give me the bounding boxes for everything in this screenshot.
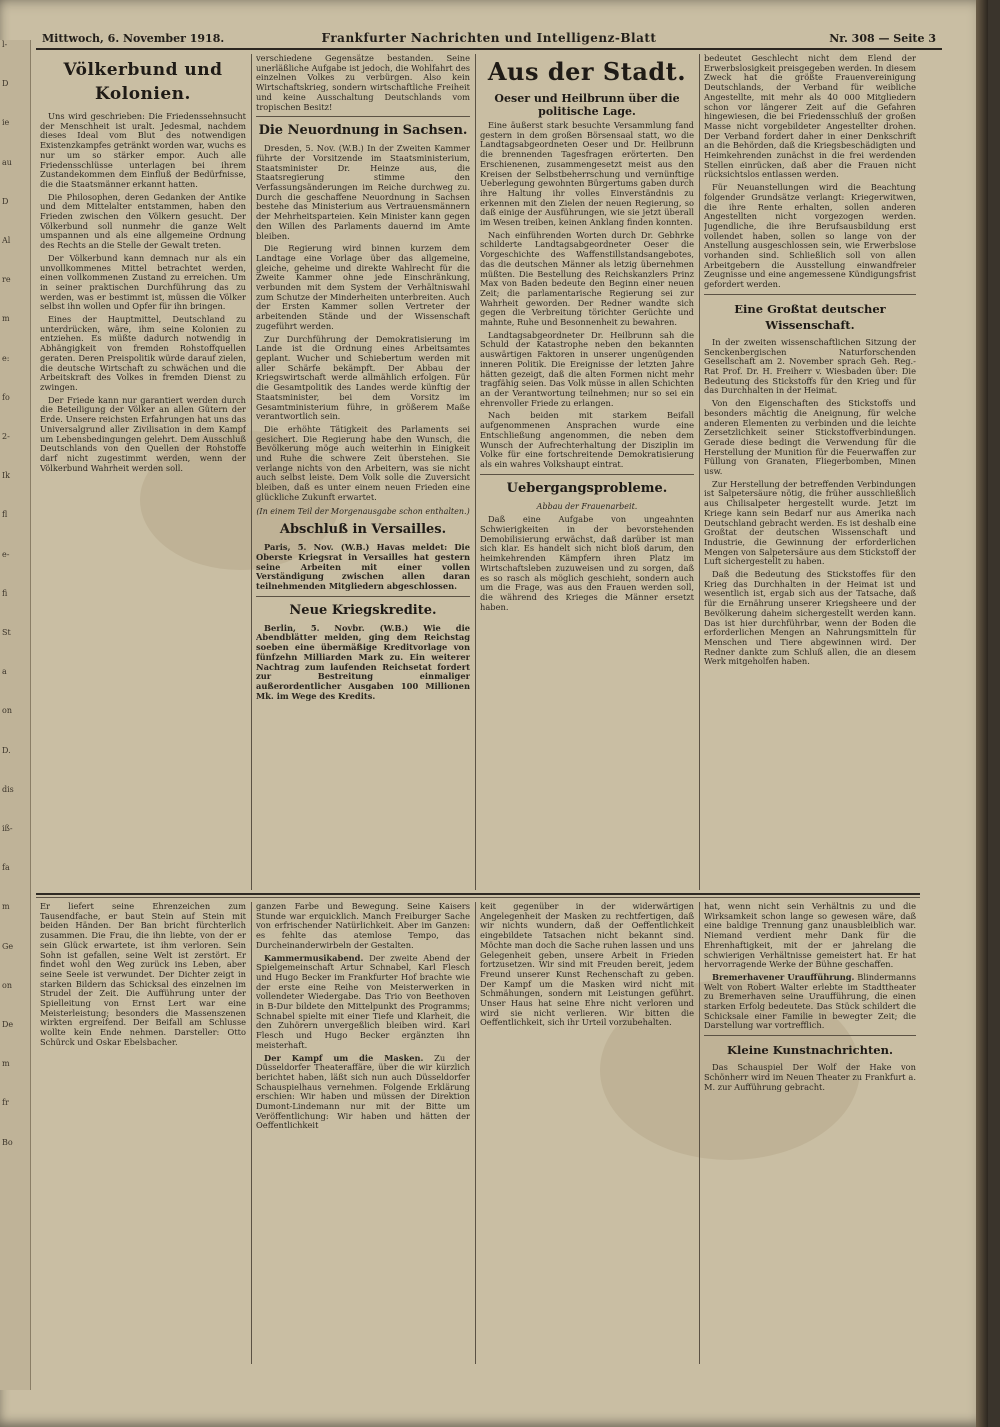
article-paragraph: Berlin, 5. Novbr. (W.B.) Wie die Abendblätter melden, ging dem Reichstag soeben eine übermäßige Kreditvorlage von fünfzehn Milliarden Mark zu. Ein weiterer Nachtrag zum laufenden Reichsetat fordert zur Bestreitung einmaliger außerordentlicher Ausgaben 100 Millionen Mk. im Wege des Kredits. — [256, 622, 470, 701]
strip-fragment: iß- — [2, 824, 13, 834]
article-title: Uebergangsprobleme. — [506, 480, 668, 496]
feuilleton-paragraph: Blindermanns Welt von Robert Walter erlebte im Stadttheater zu Bremerhaven seine Uraufführung, die einen starken Erfolg bedeutete. Das Stück schildert die Schicksale einer Familie in bewegter Zeit; die Darstellung war vortrefflich. — [704, 971, 916, 1031]
column-city — [480, 54, 694, 890]
feuilleton-heading: Der Kampf um die Masken. — [264, 1052, 424, 1063]
feuilleton-rule — [36, 897, 920, 898]
article-paragraph: Zur Durchführung der Demokratisierung im Lande ist die Ordnung eines Arbeitsamtes geplant. Wucher und Schiebertum werden mit aller Schärfe bekämpft. Der Abbau der Kriegswirtschaft werde allmählich erfolgen. Für die Gesamtpolitik des Landes werde künftig der Staatsminister, bei dem Vorsitz im Gesamtministerium führe, in größerem Maße verantwortlich sein. — [256, 333, 470, 422]
section-rule — [704, 294, 916, 295]
strip-fragment: on — [2, 980, 12, 990]
article-paragraph: Uns wird geschrieben: Die Friedenssehnsucht der Menschheit ist uralt. Jedesmal, nachdem dieses Ideal vom Blut des notwendigen Existenzkampfes getränkt worden war, wuchs es nur um so stärker empor. Auch alle Friedensschlüsse unterlagen bei ihrem Zustandekommen dem Einfluß der Bedürfnisse, die die Staatsmänner erkannt hatten. — [40, 111, 246, 189]
article-paragraph: Landtagsabgeordneter Dr. Heilbrunn sah die Schuld der Katastrophe neben den bekannten auswärtigen Faktoren in unserer ungenügenden inneren Politik. Die Ereignisse der letzten Jahre hätten gezeigt, daß die alten Formen nicht mehr tragfähig seien. Das Volk müsse in allen Schichten an der Verantwortung teilnehmen; nur so sei ein ehrenvoller Friede zu erlangen. — [480, 329, 694, 408]
section-title: Aus der Stadt. — [487, 57, 687, 86]
article-title: Die Neuordnung in Sachsen. — [258, 123, 468, 139]
column-rule — [475, 54, 476, 890]
feuilleton-paragraph: Er liefert seine Ehrenzeichen zum Tausendfache, er baut Stein auf Stein mit beiden Händen. Der Ban bricht fürchterlich zusammen. Die Frau, die ihn liebte, von der er sein Glück erwartete, ist ihm verloren. Sein Sohn ist gefallen, seine Welt ist zerstört. Er findet wohl den Weg zurück ins Leben, aber seine Seele ist verwundet. Der Dichter zeigt in starken Bildern das Schicksal des einzelnen im Strudel der Zeit. Die Aufführung unter der Spielleitung von Ernst Lert war eine Meisterleistung; besonders die Massenszenen wirkten ergreifend. Der Beifall am Schlusse wollte kein Ende nehmen. Darsteller: Otto Schürck und Oskar Ebelsbacher. — [40, 902, 246, 1047]
strip-fragment: fa — [2, 863, 10, 873]
strip-fragment: e- — [2, 549, 10, 559]
article-paragraph: Der Völkerbund kann demnach nur als ein unvollkommenes Mittel betrachtet werden, einen vollkommenen Zustand zu erreichen. Um in seiner praktischen Durchführung das zu werden, was er bestimmt ist, müssen die Völker selbst ihn wollen und Opfer für ihn bringen. — [40, 252, 246, 312]
section-rule — [256, 596, 470, 597]
issue-number: Nr. 308 — Seite 3 — [829, 32, 936, 45]
article-paragraph: Paris, 5. Nov. (W.B.) Havas meldet: Die Oberste Kriegsrat in Versailles hat gestern seine Arbeiten mit einer vollen Verständigung zwischen allen daran teilnehmenden Mitgliedern abgeschlossen. — [256, 542, 470, 592]
column-rule — [251, 902, 252, 1364]
article-paragraph: Daß eine Aufgabe von ungeahnten Schwierigkeiten in der bevorstehenden Demobilisierung erwächst, daß darüber ist man sich klar. Es handelt sich nicht bloß darum, den heimkehrenden Kämpfern ihren Platz im Wirtschaftsleben zuzuweisen und zu sorgen, daß es so rasch als möglich geschieht, sondern auch um die Frage, was aus den Frauen werden soll, die während des Krieges die Männer ersetzt haben. — [480, 514, 694, 612]
strip-fragment: St — [2, 628, 11, 638]
strip-fragment: fo — [2, 392, 10, 402]
column-science — [704, 54, 916, 890]
feuilleton-column-1 — [40, 902, 246, 1364]
previous-page-strip — [0, 40, 31, 1390]
article-paragraph: Nach einführenden Worten durch Dr. Gebhrke schilderte Landtagsabgeordneter Oeser die Vorgeschichte des Waffenstillstandsangebotes, das die deutschen Männer als letzig übernehmen müßten. Die Bestellung des Reichskanzlers Prinz Max von Baden bedeute den Beginn einer neuen Zeit; die parlamentarische Regierung sei zur Wahrheit geworden. Der Redner wandte sich gegen die Verbreitung törichter Gerüchte und mahnte, Ruhe und Besonnenheit zu bewahren. — [480, 229, 694, 328]
article-paragraph: bedeutet Geschlecht nicht dem Elend der Erwerbslosigkeit preisgegeben werden. In diesem Zweck hat die größte Frauenvereinigung Deutschlands, der Verband für weibliche Angestellte, mit mehr als 40 000 Mitgliedern schon vor längerer Zeit auf die Gefahren hingewiesen, die bei Friedensschluß der großen Masse nicht vorgebildeter Angestellter drohen. Der Verband fordert daher in einer Denkschrift an die Behörden, daß die Kriegsbeschädigten und Heimkehrenden zunächst in die frei werdenden Stellen einrücken, daß aber die Frauen nicht rücksichtslos entlassen werden. — [704, 54, 916, 180]
feuilleton-paragraph: hat, wenn nicht sein Verhältnis zu und die Wirksamkeit schon lange so gewesen wäre, daß eine baldige Trennung ganz unausbleiblich war. Niemand verdient mehr Dank für die Ehrenhaftigkeit, mit der er jahrelang die schwierigen Verhältnisse gemeistert hat. Er hat hervorragende Werke der Bühne geschaffen. — [704, 902, 916, 970]
page-edge-shadow — [976, 0, 988, 1427]
section-rule — [480, 474, 694, 475]
strip-fragment: on — [2, 706, 12, 716]
feuilleton-paragraph: ganzen Farbe und Bewegung. Seine Kaisers Stunde war erquicklich. Manch Freiburger Sache von erfrischender Natürlichkeit. Aber im Ganzen: es fehlte das atemlose Tempo, das Durcheinanderwirbeln der Gestalten. — [256, 902, 470, 950]
article-paragraph: Der Friede kann nur garantiert werden durch die Beteiligung der Völker an allen Gütern der Erde. Unsere reichsten Erfahrungen hat uns das Universalgrund aller Zivilisation in dem Kampf um Lebensbedingungen gelehrt. Dem Ausschluß Deutschlands von den Quellen der Rohstoffe darf nicht zugestimmt werden, wenn der Völkerbund Wahrheit werden soll. — [40, 394, 246, 473]
article-subtitle: Abbau der Frauenarbeit. — [536, 501, 638, 511]
strip-fragment: fi — [2, 588, 8, 598]
article-paragraph: Die Philosophen, deren Gedanken der Antike und dem Mittelalter entstammen, haben den Frieden zwischen den Völkern gesucht. Der Völkerbund soll nunmehr die ganze Welt umspannen und als eine allgemeine Ordnung des Rechts an die Stelle der Gewalt treten. — [40, 191, 246, 251]
feuilleton-paragraph: Das Schauspiel Der Wolf der Hake von Schönherr wird im Neuen Theater zu Frankfurt a. M. zur Aufführung gebracht. — [704, 1062, 916, 1092]
article-paragraph: Eine äußerst stark besuchte Versammlung fand gestern in dem großen Börsensaal statt, wo die Landtagsabgeordneten Oeser und Dr. Heilbrunn die brennenden Tagesfragen erörterten. Den Erschienenen, zusammengesetzt meist aus den Kreisen der Selbstbeherrschung und vernünftige Ueberlegung gewohnten Bürgertums gaben durch ihre Haltung ihr volles Einverständnis zu erkennen mit den Zielen der neuen Regierung, so daß einige der Ausführungen, wie sie jetzt überall im Wesen treiben, keinen Anklang finden konnten. — [480, 120, 694, 228]
article-paragraph: Die Regierung wird binnen kurzem dem Landtage eine Vorlage über das allgemeine, gleiche, geheime und direkte Wahlrecht für die Zweite Kammer ohne jede Einschränkung, verbunden mit dem System der Verhältniswahl zum Schutze der Minderheiten unterbreiten. Auch der Ersten Kammer sollen Vertreter der arbeitenden Stände und der Wissenschaft zugeführt werden. — [256, 243, 470, 331]
article-title: Eine Großtat deutscher Wissenschaft. — [734, 301, 886, 332]
column-rule — [699, 902, 700, 1364]
strip-fragment: m — [2, 314, 10, 324]
feuilleton-paragraph: keit gegenüber in der widerwärtigen Angelegenheit der Masken zu rechtfertigen, daß wir nichts wundern, daß der Oeffentlichkeit eingebildete Tatsachen nicht bekannt sind. Möchte man doch die Sache ruhen lassen und uns Gelegenheit geben, unsere Arbeit in Frieden fortzusetzen. Wir sind mit Freuden bereit, jedem Freund unserer Kunst Rechenschaft zu geben. Der Kampf um die Masken wird nicht mit Schmähungen, sondern mit Leistungen geführt. Unser Haus hat seine Ehre nicht verloren und wird sie nicht verlieren. Wir bitten die Oeffentlichkeit, sich ihr Urteil vorzubehalten. — [480, 902, 694, 1028]
previous-page-fragments — [0, 40, 30, 1147]
strip-fragment: Al — [2, 236, 11, 246]
article-paragraph: Eines der Hauptmittel, Deutschland zu unterdrücken, wäre, ihm seine Kolonien zu entziehen. Es müßte dadurch notwendig in Abhängigkeit von fremden Rohstoffquellen geraten. Deren Preispolitik würde darauf zielen, die deutsche Wirtschaft zu schwächen und die Arbeitskraft des Volkes in fremden Dienst zu zwingen. — [40, 314, 246, 392]
strip-fragment: fr — [2, 1098, 9, 1108]
strip-fragment: D — [2, 196, 9, 206]
feuilleton-rule — [36, 893, 920, 895]
section-rule — [704, 1035, 916, 1036]
column-politics — [256, 54, 470, 890]
article-paragraph: In der zweiten wissenschaftlichen Sitzung der Senckenbergischen Naturforschenden Gesellschaft am 2. November sprach Geh. Reg.-Rat Prof. Dr. H. Freiherr v. Wiesbaden über: Die Bedeutung des Stickstoffs für den Krieg und für das Durchhalten in der Heimat. — [704, 336, 916, 396]
strip-fragment: re — [2, 275, 11, 285]
strip-fragment: l- — [2, 40, 8, 49]
column-rule — [475, 902, 476, 1364]
article-paragraph: Nach beiden mit starkem Beifall aufgenommenen Ansprachen wurde eine Entschließung angenommen, die neben dem Wunsch der Aufrechterhaltung der Disziplin im Volke für eine fortschreitende Demokratisierung als ein wahres Volkshaupt eintrat. — [480, 410, 694, 469]
column-rule — [251, 54, 252, 890]
feuilleton-title: Kleine Kunstnachrichten. — [727, 1043, 893, 1058]
article-title: Neue Kriegskredite. — [289, 602, 437, 618]
feuilleton-paragraph: Zu der Düsseldorfer Theateraffäre, über die wir kürzlich berichtet haben, läßt sich nun auch Düsseldorfer Schauspielhaus vernehmen. Folgende Erklärung erschien: Wir haben und müssen der Direktion Dumont-Lindemann nur mit der Bitte um Veröffentlichung: Wir haben und hätten der Oeffentlichkeit — [256, 1052, 470, 1131]
strip-fragment: m — [2, 902, 10, 912]
strip-fragment: D — [2, 79, 9, 89]
strip-fragment: Bo — [2, 1137, 13, 1147]
feuilleton-column-4 — [704, 902, 916, 1364]
article-paragraph: Die erhöhte Tätigkeit des Parlaments sei gesichert. Die Regierung habe den Wunsch, die Bevölkerung möge auch weiterhin in Einigkeit und Ruhe die schwere Zeit überstehen. Sie verlange nichts von den Arbeitern, was sie nicht auch selbst leiste. Dem Volk solle die Zuversicht bleiben, daß es unter einem neuen Frieden eine glückliche Zukunft erwartet. — [256, 423, 470, 502]
strip-fragment: De — [2, 1020, 14, 1030]
strip-fragment: Ge — [2, 941, 14, 951]
article-title: Völkerbund und Kolonien. — [63, 60, 223, 104]
article-paragraph: verschiedene Gegensätze bestanden. Seine unerläßliche Aufgabe ist jedoch, die Wohlfahrt des einzelnen Volkes zu verbürgen. Also kein Wirtschaftskrieg, sondern wirtschaftliche Freiheit und keine Ausschaltung Deutschlands vom tropischen Besitz! — [256, 54, 470, 112]
strip-fragment: e: — [2, 353, 10, 363]
article-paragraph: Daß die Bedeutung des Stickstoffes für den Krieg das Durchhalten in der Heimat ist und wesentlich ist, ergab sich aus der Tatsache, daß für die Ernährung unserer Kriegsheere und der Bevölkerung daheim sichergestellt werden kann. Das ist hier durchführbar, wenn der Boden die erforderlichen Mengen an Nahrungsmitteln für Menschen und Tiere abgewinnen wird. Der Redner dankte zum Schluß allen, die an diesem Werk mitgeholfen haben. — [704, 569, 916, 667]
article-paragraph: Zur Herstellung der betreffenden Verbindungen ist Salpetersäure nötig, die früher ausschließlich aus Chilisalpeter hergestellt wurde. Jetzt im Kriege kann sein Bedarf nur aus Amerika nach Deutschland gebracht werden. Es ist deshalb eine Großtat der deutschen Wissenschaft und Industrie, die Gewinnung der erforderlichen Mengen von Salpetersäure aus dem Stickstoff der Luft sichergestellt zu haben. — [704, 478, 916, 567]
strip-fragment: dis — [2, 784, 14, 794]
article-paragraph: Dresden, 5. Nov. (W.B.) In der Zweiten Kammer führte der Vorsitzende im Staatsministerium, Staatsminister Dr. Heinze aus, die Staatsregierung stimme den Verfassungsänderungen im Reiche durchweg zu. Durch die geschaffene Neuordnung in Sachsen bestehe das Ministerium aus Vertrauensmännern der Mehrheitsparteien. Kein Minister kann gegen den Willen des Parlaments dauernd im Amte bleiben. — [256, 143, 470, 241]
column-voelkerbund — [40, 54, 246, 890]
header-date: Mittwoch, 6. November 1918. — [42, 32, 225, 45]
strip-fragment: ie — [2, 118, 10, 128]
strip-fragment: a — [2, 667, 7, 677]
article-title: Oeser und Heilbrunn über die politische Lage. — [494, 92, 680, 118]
column-rule — [699, 54, 700, 890]
strip-fragment: D. — [2, 745, 11, 755]
feuilleton-heading: Kammermusikabend. — [264, 952, 364, 963]
feuilleton-column-2 — [256, 902, 470, 1364]
article-title: Abschluß in Versailles. — [279, 522, 447, 538]
article-paragraph: Für Neuanstellungen wird die Beachtung folgender Grundsätze verlangt: Kriegerwitwen, die ihre Rente erhalten, sollen anderen Angestellten nicht vorgezogen werden. Jugendliche, die ihre Berufsausbildung erst vollendet haben, sollen so lange von der Anstellung ausgeschlossen sein, wie Erwerbslose vorhanden sind. Schließlich soll von allen Arbeitgebern die Ausstellung einwandfreier Zeugnisse und eine angemessene Kündigungsfrist gefordert werden. — [704, 182, 916, 290]
strip-fragment: fl — [2, 510, 8, 520]
strip-fragment: au — [2, 157, 12, 167]
article-paragraph: Von den Eigenschaften des Stickstoffs und besonders mächtig die Aneignung, für welche anderen Elementen zu verbinden und die leichte Zersetzlichkeit seiner Stickstoffverbindungen. Gerade diese bedingt die Verwendung für die Herstellung der Munition für die Feuerwaffen zur Füllung von Granaten, Fliegerbomben, Minen usw. — [704, 398, 916, 477]
strip-fragment: Ik — [2, 471, 11, 481]
masthead: Frankfurter Nachrichten und Intelligenz-Blatt — [321, 31, 657, 45]
strip-fragment: m — [2, 1059, 10, 1069]
edition-note: (In einem Teil der Morgenausgabe schon enthalten.) — [256, 506, 470, 516]
feuilleton-heading: Bremerhavener Uraufführung. — [712, 971, 855, 982]
section-rule — [256, 116, 470, 117]
page-header — [36, 28, 942, 50]
feuilleton-paragraph: Der zweite Abend der Spielgemeinschaft Artur Schnabel, Karl Flesch und Hugo Becker im Frankfurter Hof brachte wie der erste eine Reihe von Meisterwerken in vollendeter Wiedergabe. Das Trio von Beethoven in B-Dur bildete den Mittelpunkt des Programms; Schnabel spielte mit einer Tiefe und Klarheit, die den Zuhörern unvergeßlich bleiben wird. Karl Flesch und Hugo Becker ergänzten ihn meisterhaft. — [256, 952, 470, 1050]
feuilleton-column-3 — [480, 902, 694, 1364]
strip-fragment: 2- — [2, 432, 10, 442]
